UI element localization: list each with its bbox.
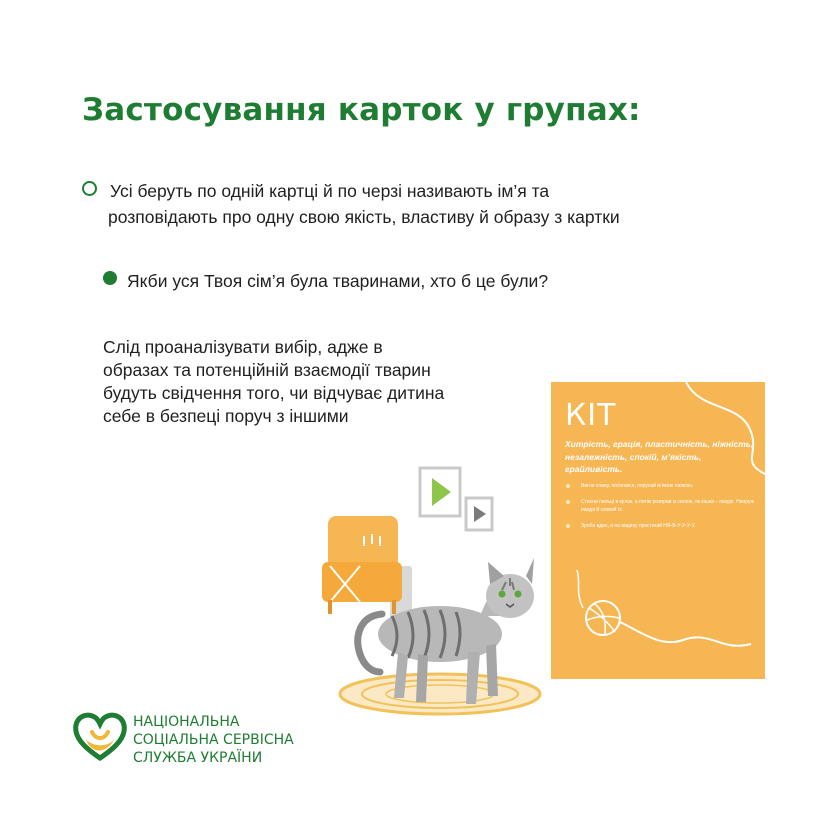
instruction-line-1: Усі беруть по одній картці й по черзі називають ім’я та	[110, 181, 550, 201]
kit-card	[551, 382, 765, 679]
circle-outline-icon	[82, 181, 97, 196]
analysis-paragraph	[103, 336, 444, 428]
picture-frame-icon	[420, 468, 492, 530]
paragraph-line: образах та потенційній взаємодії тварин	[103, 360, 431, 380]
instruction-line-2: розповідають про одну свою якість, властиву й образу з картки	[108, 207, 620, 227]
filled-circle-icon	[103, 271, 117, 285]
rug-icon	[340, 674, 540, 714]
card-exercise-list	[565, 482, 757, 538]
logo-line: СЛУЖБА УКРАЇНИ	[133, 750, 263, 766]
card-exercise-item: Зроби вдих, а на видиху простягай НЯ-В-У-У-У-У.	[565, 522, 757, 530]
armchair-icon	[322, 516, 412, 626]
logo-line: СОЦІАЛЬНА СЕРВІСНА	[133, 732, 294, 748]
nsss-logo-heart-icon	[72, 710, 128, 762]
organization-name	[133, 713, 294, 767]
paragraph-line: будуть свідчення того, чи відчуває дитина	[103, 383, 445, 403]
page-title: Застосування карток у групах:	[82, 92, 641, 128]
logo-line: НАЦІОНАЛЬНА	[133, 714, 240, 730]
card-exercise-item: Вигни спину, потягнися, порухай м’якою лапкою.	[565, 482, 757, 490]
question-text: Якби уся Твоя сім’я була тваринами, хто б це були?	[127, 271, 549, 291]
card-title: КІТ	[565, 398, 617, 433]
paragraph-line: Слід проаналізувати вибір, адже в	[103, 337, 383, 357]
paragraph-line: себе в безпеці поруч з іншими	[103, 406, 349, 426]
card-exercise-item: Стисни пальці в кулак, а потім розправ із силою, як кішка – пазурі. Напруж пазурі й сховай їх.	[565, 498, 757, 514]
cat-illustration	[320, 466, 560, 716]
card-traits: Хитрість, грація, пластичність, ніжність, незалежність, спокій, м’якість, грайливість.	[565, 439, 754, 474]
